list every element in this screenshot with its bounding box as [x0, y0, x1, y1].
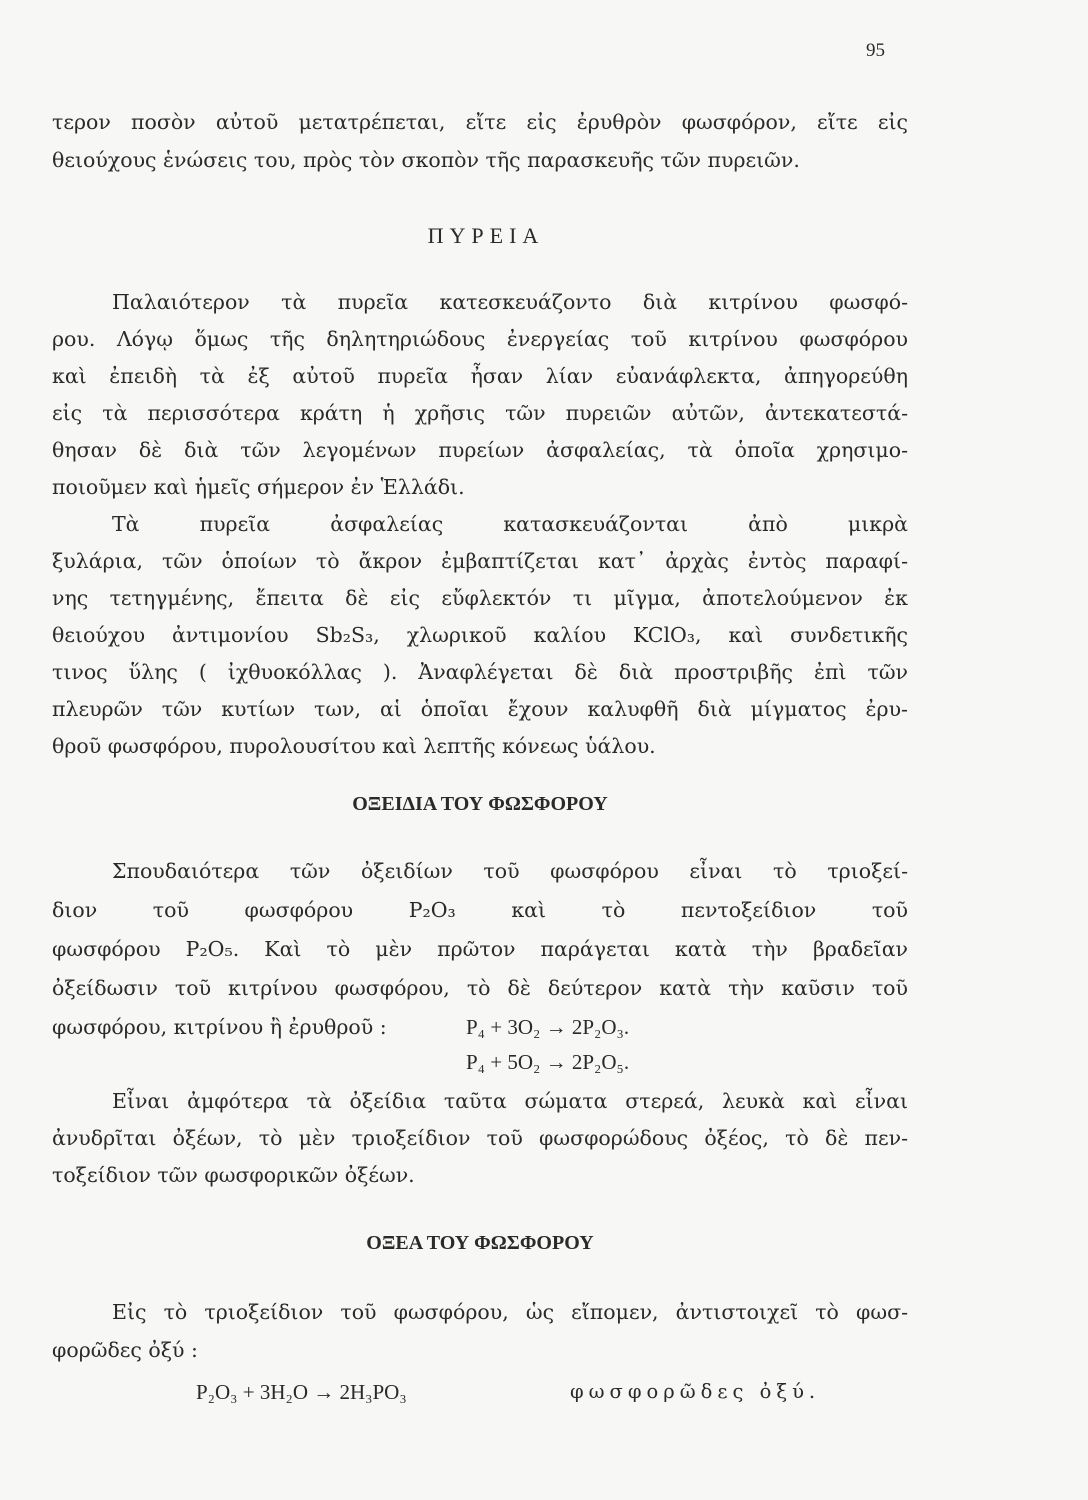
section-heading-pyreia: ΠΥΡΕΙΑ [427, 223, 545, 248]
text-line: διον τοῦ φωσφόρου P₂O₃ καὶ τὸ πεντοξείδιον τοῦ [52, 898, 908, 922]
text-line: νης τετηγμένης, ἔπειτα δὲ εἰς εὔφλεκτόν τι μῖγμα, ἀποτελούμενον ἐκ [52, 586, 908, 610]
section-heading-oxides: ΟΞΕΙΔΙΑ ΤΟΥ ΦΩΣΦΟΡΟΥ [352, 793, 608, 815]
text-line: Εἰς τὸ τριοξείδιον τοῦ φωσφόρου, ὡς εἴπομεν, ἀντιστοιχεῖ τὸ φωσ- [112, 1300, 908, 1324]
text-line: τινος ὕλης ( ἰχθυοκόλλας ). Ἀναφλέγεται δὲ διὰ προστριβῆς ἐπὶ τῶν [52, 660, 908, 684]
equation-p2o3: P₄ + 3O₂ → 2P₂O₃. [466, 1015, 630, 1039]
text-line: φωσφόρου P₂O₅. Καὶ τὸ μὲν πρῶτον παράγεται κατὰ τὴν βραδεῖαν [52, 937, 908, 961]
text-line: φωσφόρου, κιτρίνου ἢ ἐρυθροῦ : [52, 1015, 387, 1039]
text-line: ὀξείδωσιν τοῦ κιτρίνου φωσφόρου, τὸ δὲ δεύτερον κατὰ τὴν καῦσιν τοῦ [52, 976, 908, 1000]
text-line: Παλαιότερον τὰ πυρεῖα κατεσκευάζοντο διὰ κιτρίνου φωσφό- [112, 290, 908, 314]
equation-label-spaced: φωσφορῶδες ὀξύ. [570, 1380, 821, 1403]
text-line: θειούχους ἑνώσεις του, πρὸς τὸν σκοπὸν τῆς παρασκευῆς τῶν πυρειῶν. [52, 148, 800, 172]
text-line: καὶ ἐπειδὴ τὰ ἐξ αὐτοῦ πυρεῖα ἦσαν λίαν εὐανάφλεκτα, ἀπηγορεύθη [52, 364, 908, 388]
text-line: φορῶδες ὀξύ : [52, 1338, 198, 1362]
text-line: τερον ποσὸν αὐτοῦ μετατρέπεται, εἴτε εἰς ἐρυθρὸν φωσφόρον, εἴτε εἰς [52, 110, 908, 134]
text-line: τοξείδιον τῶν φωσφορικῶν ὀξέων. [52, 1163, 415, 1187]
section-heading-acids: ΟΞΕΑ ΤΟΥ ΦΩΣΦΟΡΟΥ [366, 1232, 594, 1254]
text-line: ξυλάρια, τῶν ὁποίων τὸ ἄκρον ἐμβαπτίζεται κατ᾽ ἀρχὰς ἐντὸς παραφί- [52, 549, 908, 573]
text-line: θειούχου ἀντιμονίου Sb₂S₃, χλωρικοῦ καλίου KClO₃, καὶ συνδετικῆς [52, 623, 908, 647]
text-line: θροῦ φωσφόρου, πυρολουσίτου καὶ λεπτῆς κόνεως ὑάλου. [52, 734, 656, 758]
text-line: ρου. Λόγῳ ὅμως τῆς δηλητηριώδους ἐνεργείας τοῦ κιτρίνου φωσφόρου [52, 327, 908, 351]
text-line: πλευρῶν τῶν κυτίων των, αἱ ὁποῖαι ἔχουν καλυφθῆ διὰ μίγματος ἐρυ- [52, 697, 908, 721]
text-line-spaced-term: Τὰ πυρεῖα ἀσφαλείας κατασκευάζονται ἀπὸ μικρὰ [112, 512, 908, 536]
equation-p2o5: P₄ + 5O₂ → 2P₂O₅. [466, 1050, 630, 1074]
page-number: 95 [866, 40, 885, 61]
text-line: θησαν δὲ διὰ τῶν λεγομένων πυρείων ἀσφαλείας, τὰ ὁποῖα χρησιμο- [52, 438, 908, 462]
equation-phosphorous-acid: P₂O₃ + 3H₂O → 2H₃PO₃ [196, 1380, 407, 1404]
text-line: Σπουδαιότερα τῶν ὀξειδίων τοῦ φωσφόρου εἶναι τὸ τριοξεί- [112, 859, 908, 883]
text-line: ἀνυδρῖται ὀξέων, τὸ μὲν τριοξείδιον τοῦ φωσφορώδους ὀξέος, τὸ δὲ πεν- [52, 1126, 908, 1150]
text-line: εἰς τὰ περισσότερα κράτη ἡ χρῆσις τῶν πυρειῶν αὐτῶν, ἀντεκατεστά- [52, 401, 908, 425]
text-line: Εἶναι ἀμφότερα τὰ ὀξείδια ταῦτα σώματα στερεά, λευκὰ καὶ εἶναι [112, 1089, 908, 1113]
text-line: ποιοῦμεν καὶ ἡμεῖς σήμερον ἐν Ἑλλάδι. [52, 475, 465, 499]
